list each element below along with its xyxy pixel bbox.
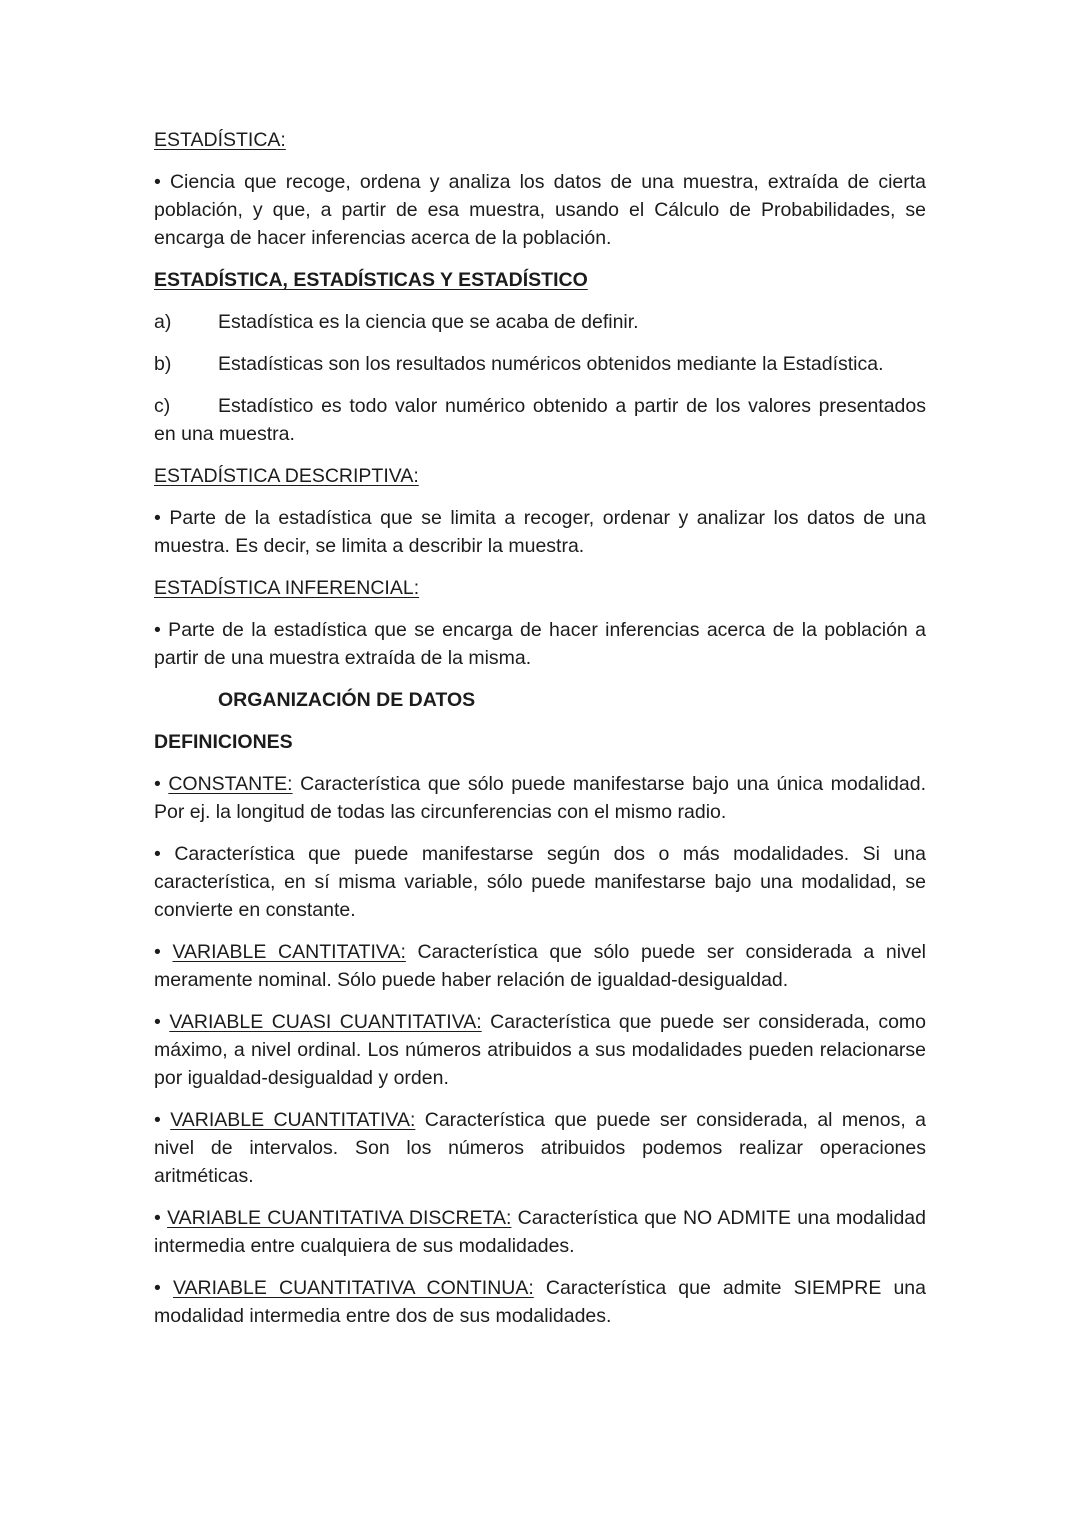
bullet: • [154, 1277, 173, 1299]
list-text: Estadística es la ciencia que se acaba de definir. [218, 311, 639, 333]
section-title-organizacion: ORGANIZACIÓN DE DATOS [218, 689, 476, 711]
list-marker: b) [154, 353, 172, 375]
definition-constante [154, 770, 926, 826]
term: VARIABLE CUANTITATIVA: [170, 1109, 416, 1131]
heading-terminos: ESTADÍSTICA, ESTADÍSTICAS Y ESTADÍSTICO [154, 269, 588, 291]
bullet: • [154, 941, 173, 963]
list-marker: a) [154, 311, 172, 333]
definition-variable-cuantitativa [154, 1106, 926, 1190]
definition-text: Característica que sólo puede ser considerada a nivel meramente nominal. Sólo puede haber relación de igualdad-desigualdad. [154, 941, 927, 991]
list-item-b [154, 350, 926, 378]
term: VARIABLE CANTITATIVA: [172, 941, 406, 963]
definition-inferencial: • Parte de la estadística que se encarga de hacer inferencias acerca de la población a partir de una muestra extraída de la misma. [154, 619, 926, 669]
list-item-c [154, 392, 926, 448]
definition-variable-discreta [154, 1204, 926, 1260]
definition-text: Característica que puede ser considerada, como máximo, a nivel ordinal. Los números atribuidos a sus modalidades pueden relacionarse por igualdad-desigualdad y orden. [154, 1011, 927, 1089]
definition-text: Característica que NO ADMITE una modalidad intermedia entre cualquiera de sus modalidades. [154, 1207, 926, 1257]
bullet: • [154, 843, 175, 865]
definition-descriptiva: • Parte de la estadística que se limita a recoger, ordenar y analizar los datos de una muestra. Es decir, se limita a describir la muestra. [154, 507, 926, 557]
definition-text: Característica que sólo puede manifestarse bajo una única modalidad. Por ej. la longitud de todas las circunferencias con el mismo radio. [154, 773, 927, 823]
definition-text: Característica que puede ser considerada, al menos, a nivel de intervalos. Son los números atribuidos podemos realizar operaciones aritméticas. [154, 1109, 926, 1187]
term: VARIABLE CUANTITATIVA DISCRETA: [167, 1207, 512, 1229]
term: VARIABLE CUASI CUANTITATIVA: [169, 1011, 482, 1033]
heading-estadistica: ESTADÍSTICA: [154, 129, 286, 151]
list-marker: c) [154, 395, 171, 417]
definition-text: Característica que puede manifestarse según dos o más modalidades. Si una característica, en sí misma variable, sólo puede manifestarse bajo una modalidad, se convierte en constante. [154, 843, 926, 921]
definition-estadistica: • Ciencia que recoge, ordena y analiza los datos de una muestra, extraída de cierta población, y que, a partir de esa muestra, usando el Cálculo de Probabilidades, se encarga de hacer inferencias acerca de la población. [154, 171, 926, 249]
bullet: • [154, 1109, 171, 1131]
heading-inferencial: ESTADÍSTICA INFERENCIAL: [154, 577, 420, 599]
definition-variable-cuasi-cuantitativa [154, 1008, 926, 1092]
bullet: • [154, 1011, 170, 1033]
heading-descriptiva: ESTADÍSTICA DESCRIPTIVA: [154, 465, 419, 487]
term: CONSTANTE: [168, 773, 293, 795]
list-text: Estadístico es todo valor numérico obtenido a partir de los valores presentados en una muestra. [154, 395, 926, 445]
bullet: • [154, 773, 169, 795]
bullet: • [154, 1207, 168, 1229]
term: VARIABLE CUANTITATIVA CONTINUA: [172, 1277, 534, 1299]
list-text: Estadísticas son los resultados numéricos obtenidos mediante la Estadística. [218, 353, 884, 375]
definition-text: Característica que admite SIEMPRE una modalidad intermedia entre dos de sus modalidades. [154, 1277, 926, 1327]
definition-variable-continua [154, 1274, 926, 1330]
definition-variable [154, 840, 926, 924]
heading-definiciones: DEFINICIONES [154, 731, 293, 753]
list-item-a [154, 308, 926, 336]
definition-variable-cantitativa [154, 938, 926, 994]
